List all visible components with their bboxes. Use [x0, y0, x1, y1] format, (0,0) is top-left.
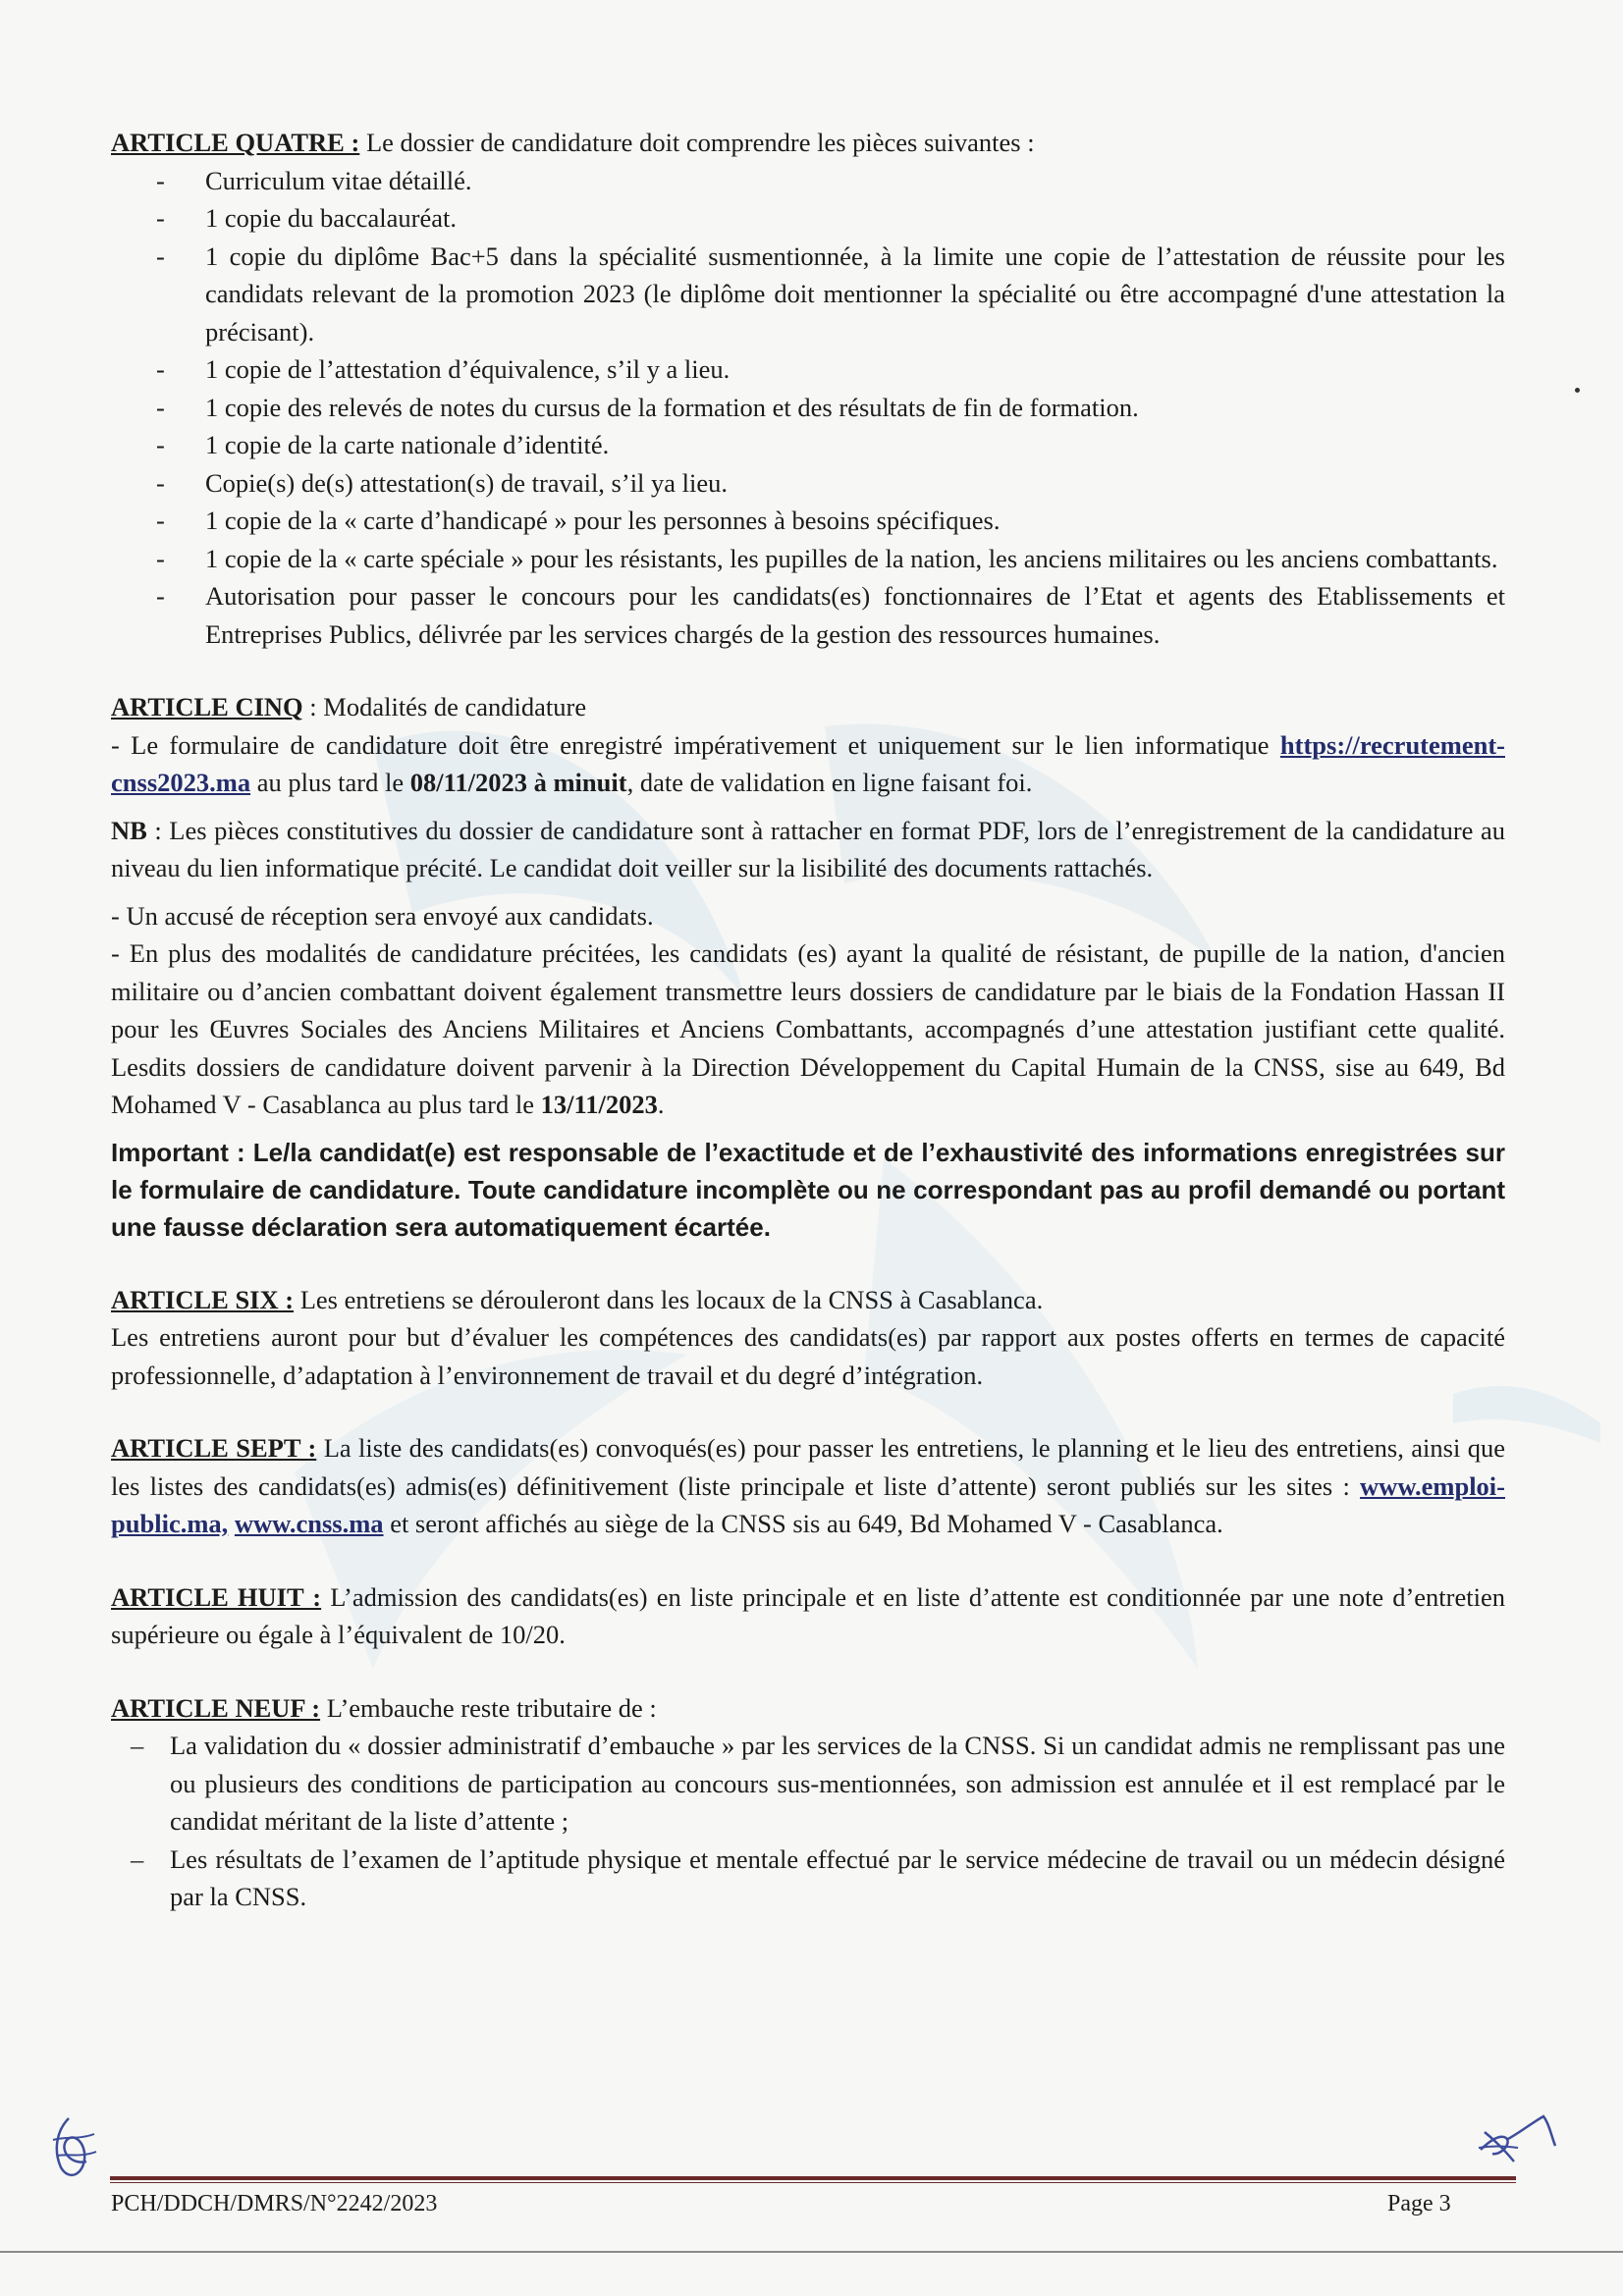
- article-6-heading-line: [111, 1281, 1505, 1319]
- handwritten-initials-right: [1471, 2110, 1559, 2171]
- nb-paragraph: [111, 812, 1505, 887]
- article-5-paragraph-3: - Un accusé de réception sera envoyé aux candidats.: [111, 900, 654, 931]
- footer-rule: [110, 2176, 1516, 2180]
- list-item: - 1 copie de la « carte spéciale » pour les résistants, les pupilles de la nation, les anciens militaires ou les anciens combattants.: [111, 540, 1505, 578]
- article-8-heading: ARTICLE HUIT :: [111, 1581, 322, 1612]
- important-text: Le/la candidat(e) est responsable de l’exactitude et de l’exhaustivité des informations enregistrées sur le formulaire de candidature. Toute candidature incomplète ou ne correspondant pas au profil demandé ou portant une fausse déclaration sera automatiquement écartée.: [111, 1137, 1505, 1242]
- handwritten-initials-left: [39, 2110, 108, 2189]
- text-run: La liste des candidats(es) convoqués(es) pour passer les entretiens, le planning et le lieu des entretiens, ainsi que les listes des candidats(es) admis(es) définitivement (liste principale et liste d’attente) seront publiés sur les sites :: [111, 1433, 1505, 1501]
- article-5-heading: ARTICLE CINQ: [111, 692, 303, 721]
- footer-rule-thin: [110, 2182, 1516, 2183]
- article-7-paragraph: [111, 1429, 1505, 1543]
- article-9-heading-line: [111, 1689, 1505, 1728]
- list-item: - 1 copie des relevés de notes du cursus de la formation et des résultats de fin de formation.: [111, 389, 1505, 427]
- text-run: - Le formulaire de candidature doit être enregistré impérativement et uniquement sur le lien informatique: [111, 729, 1280, 760]
- document-body: [111, 124, 1505, 1916]
- text-run: , date de validation en ligne faisant foi.: [626, 768, 1033, 797]
- article-4-heading: ARTICLE QUATRE :: [111, 128, 360, 157]
- article-5-paragraph-1: [111, 726, 1505, 802]
- article-8-text: L’admission des candidats(es) en liste principale et en liste d’attente est conditionnée par une note d’entretien supérieure ou égale à l’équivalent de 10/20.: [111, 1581, 1505, 1649]
- article-6-intro: Les entretiens se dérouleront dans les locaux de la CNSS à Casablanca.: [294, 1284, 1044, 1314]
- deadline-date-2: 13/11/2023: [540, 1090, 658, 1119]
- text-run: et seront affichés au siège de la CNSS sis au 649, Bd Mohamed V - Casablanca.: [383, 1509, 1223, 1538]
- list-item: – Les résultats de l’examen de l’aptitude physique et mentale effectué par le service médecine de travail ou un médecin désigné par la CNSS.: [111, 1841, 1505, 1916]
- list-item: - Curriculum vitae détaillé.: [111, 162, 1505, 200]
- list-item: - 1 copie de la « carte d’handicapé » pour les personnes à besoins spécifiques.: [111, 502, 1505, 540]
- list-item: - 1 copie de l’attestation d’équivalence, s’il y a lieu.: [111, 350, 1505, 389]
- page-speck: [1575, 388, 1580, 393]
- article-9-list: [111, 1727, 1505, 1916]
- emploi-public-link[interactable]: www.emploi-public.ma,: [111, 1470, 1505, 1538]
- list-item: - Autorisation pour passer le concours pour les candidats(es) fonctionnaires de l’Etat et agents des Etablissements et Entreprises Publics, délivrée par les services chargés de la gestion des ressources humaines.: [111, 577, 1505, 653]
- recruitment-link[interactable]: https://recrutement-cnss2023.ma: [111, 729, 1505, 797]
- article-5-intro: : Modalités de candidature: [302, 692, 587, 721]
- text-run: - En plus des modalités de candidature précitées, les candidats (es) ayant la qualité de résistant, de pupille de la nation, d'ancien militaire ou d’ancien combattant doivent également transmettre leurs dossiers de candidature par le biais de la Fondation Hassan II pour les Œuvres Sociales des Anciens Militaires et Anciens Combattants, accompagnés d’une attestation justifiant cette qualité. Lesdits dossiers de candidature doivent parvenir à la Direction Développement du Capital Humain de la CNSS, sise au 649, Bd Mohamed V - Casablanca au plus tard le: [111, 938, 1505, 1119]
- article-6-heading: ARTICLE SIX :: [111, 1284, 295, 1314]
- article-5-paragraph-4: [111, 934, 1505, 1124]
- list-item: - Copie(s) de(s) attestation(s) de travail, s’il ya lieu.: [111, 464, 1505, 503]
- important-notice: [111, 1134, 1505, 1246]
- article-9-heading: ARTICLE NEUF :: [111, 1692, 321, 1723]
- cnss-link[interactable]: www.cnss.ma: [234, 1509, 384, 1538]
- list-item: - 1 copie du diplôme Bac+5 dans la spécialité susmentionnée, à la limite une copie de l’attestation de réussite pour les candidats relevant de la promotion 2023 (le diplôme doit mentionner la spécialité ou être accompagné d'une attestation la précisant).: [111, 238, 1505, 351]
- document-reference: PCH/DDCH/DMRS/N°2242/2023: [111, 2191, 438, 2216]
- article-8-paragraph: [111, 1578, 1505, 1654]
- article-4-heading-line: [111, 124, 1505, 162]
- article-6-text: Les entretiens auront pour but d’évaluer les compétences des candidats(es) par rapport aux postes offerts en termes de capacité professionnelle, d’adaptation à l’environnement de travail et du degré d’intégration.: [111, 1322, 1505, 1390]
- nb-label: NB: [111, 815, 147, 845]
- deadline-date: 08/11/2023 à minuit: [409, 768, 627, 797]
- page-number: Page 3: [1387, 2191, 1451, 2216]
- text-run: .: [657, 1090, 665, 1119]
- scan-edge-line: [0, 2251, 1623, 2253]
- list-item: - 1 copie du baccalauréat.: [111, 199, 1505, 238]
- list-item: – La validation du « dossier administratif d’embauche » par les services de la CNSS. Si un candidat admis ne remplissant pas une ou plusieurs des conditions de participation au concours sus-mentionnées, son admission est annulée et il est remplacé par le candidat méritant de la liste d’attente ;: [111, 1727, 1505, 1841]
- article-5-heading-line: [111, 688, 1505, 726]
- nb-text: : Les pièces constitutives du dossier de candidature sont à rattacher en format PDF, lors de l’enregistrement de la candidature au niveau du lien informatique précité. Le candidat doit veiller sur la lisibilité des documents rattachés.: [111, 815, 1505, 882]
- article-4-list: [111, 162, 1505, 654]
- article-4-intro: Le dossier de candidature doit comprendre les pièces suivantes :: [359, 128, 1035, 157]
- important-label: Important :: [111, 1137, 245, 1167]
- list-item: - 1 copie de la carte nationale d’identité.: [111, 426, 1505, 464]
- article-7-heading: ARTICLE SEPT :: [111, 1433, 317, 1463]
- text-run: au plus tard le: [250, 768, 410, 797]
- article-9-intro: L’embauche reste tributaire de :: [320, 1692, 657, 1723]
- text-run: [228, 1509, 235, 1538]
